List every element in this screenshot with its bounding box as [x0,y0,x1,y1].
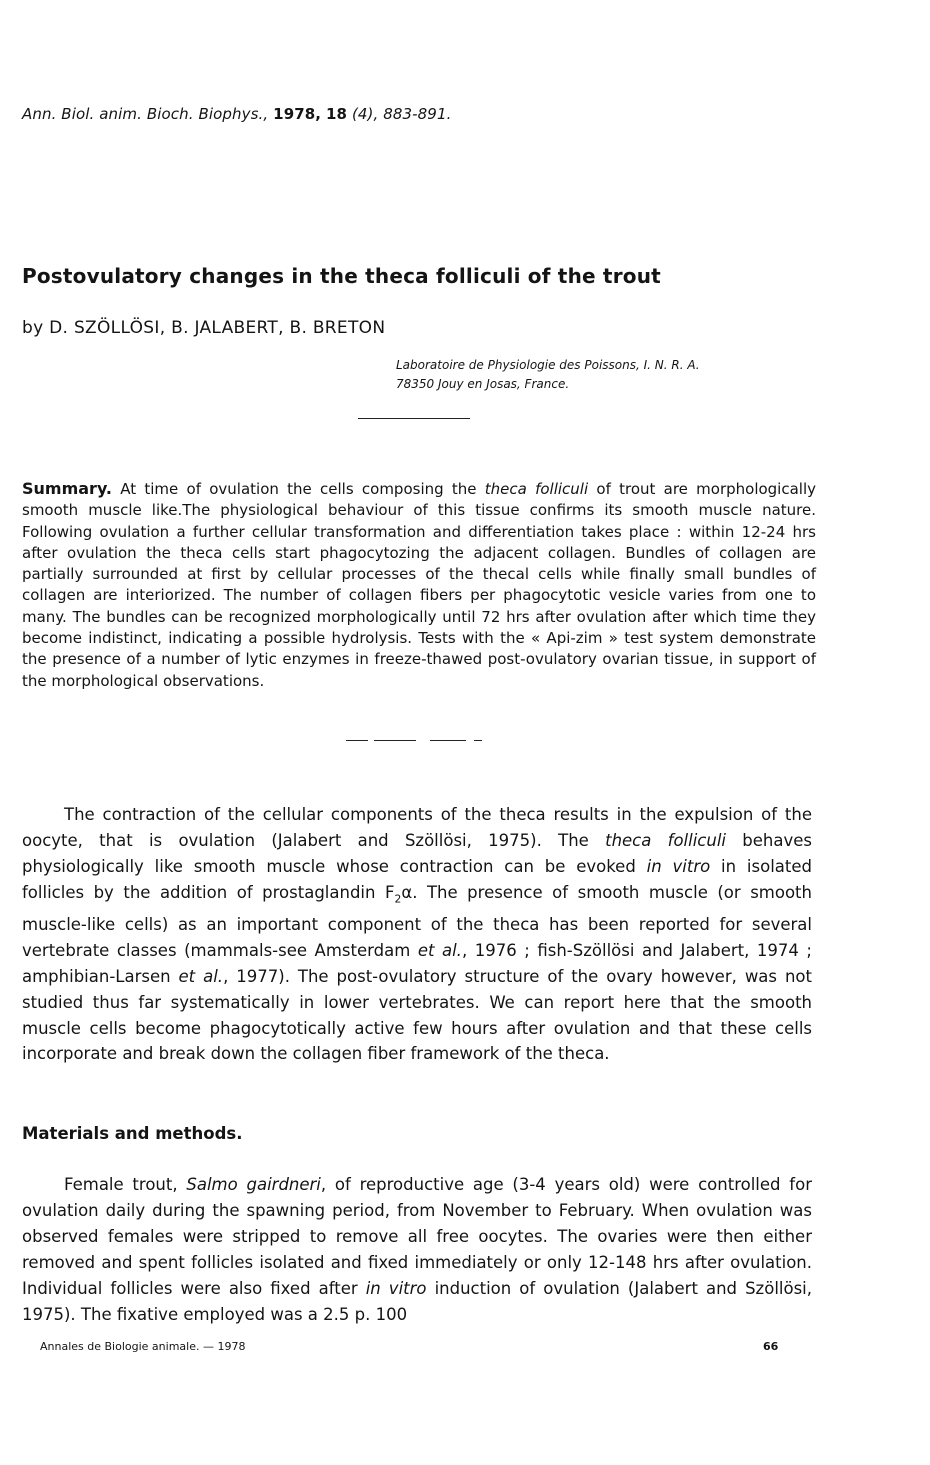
journal-name: Ann. Biol. anim. Bioch. Biophys., [22,105,269,123]
journal-citation [22,105,451,123]
title-divider [358,418,470,419]
footer-journal: Annales de Biologie animale. — 1978 [40,1340,246,1353]
affiliation [396,356,700,394]
article-title: Postovulatory changes in the theca folliculi of the trout [22,264,661,288]
summary-term: theca folliculi [484,480,589,498]
methods-paragraph: Female trout, Salmo gairdneri, of reproductive age (3-4 years old) were controlled for ovulation daily during the spawning period, from November to February. When ovulation was observed females were stripped to remove all free oocytes. The ovaries were then either removed and spent follicles isolated and fixed immediately or only 12-148 hrs after ovulation. Individual follicles were also fixed after in vitro induction of ovulation (Jalabert and Szöllösi, 1975). The fixative employed was a 2.5 p. 100 [22,1175,813,1324]
author-line: by D. SZÖLLÖSI, B. JALABERT, B. BRETON [22,318,386,338]
journal-volume: 18 [325,105,348,123]
introduction-paragraph: The contraction of the cellular components of the theca results in the expulsion of the oocyte, that is ovulation (Jalabert and Szöllösi, 1975). The theca folliculi behaves physiologically like smooth muscle whose contraction can be evoked in vitro in isolated follicles by the addition of prostaglandin $F_2\alpha$. The presence of smooth muscle (or smooth muscle-like cells) as an important component of the theca has been reported for several vertebrate classes (mammals-see Amsterdam et al., 1976 ; fish-Szöllösi and Jalabert, 1974 ; amphibian-Larsen et al., 1977). The post-ovulatory structure of the ovary however, was not studied thus far systematically in lower vertebrates. We can report here that the smooth muscle cells become phagocytotically active few hours after ovulation and that these cells incorporate and break down the collagen fiber framework of the theca. [22,805,812,1064]
journal-year: 1978, [273,105,322,123]
affiliation-line-2: 78350 Jouy en Josas, France. [396,377,570,391]
summary-label: Summary. [22,479,112,498]
affiliation-line-1: Laboratoire de Physiologie des Poissons, I. N. R. A. [396,358,700,372]
footer-page-number: 66 [763,1340,779,1353]
species-name: Salmo gairdneri [186,1175,321,1194]
section-heading-methods: Materials and methods. [22,1124,243,1143]
summary-paragraph: Summary. At time of ovulation the cells composing the theca folliculi of trout are morphologically smooth muscle like.The physiological behaviour of this tissue confirms its smooth muscle nature. Following ovulation a further cellular transformation and differentiation takes place : within 12-24 hrs after ovulation the theca cells start phagocytozing the adjacent collagen. Bundles of collagen are partially surrounded at first by cellular processes of the thecal cells while finally small bundles of collagen are interiorized. The number of collagen fibers per phagocytotic vesicle varies from one to many. The bundles can be recognized morphologically until 72 hrs after ovulation after which time they become indistinct, indicating a possible hydrolysis. Tests with the « Api-zim » test system demonstrate the presence of a number of lytic enzymes in freeze-thawed post-ovulatory ovarian tissue, in support of the morphological observations. [22,479,817,690]
journal-pages: (4), 883-891. [351,105,452,123]
